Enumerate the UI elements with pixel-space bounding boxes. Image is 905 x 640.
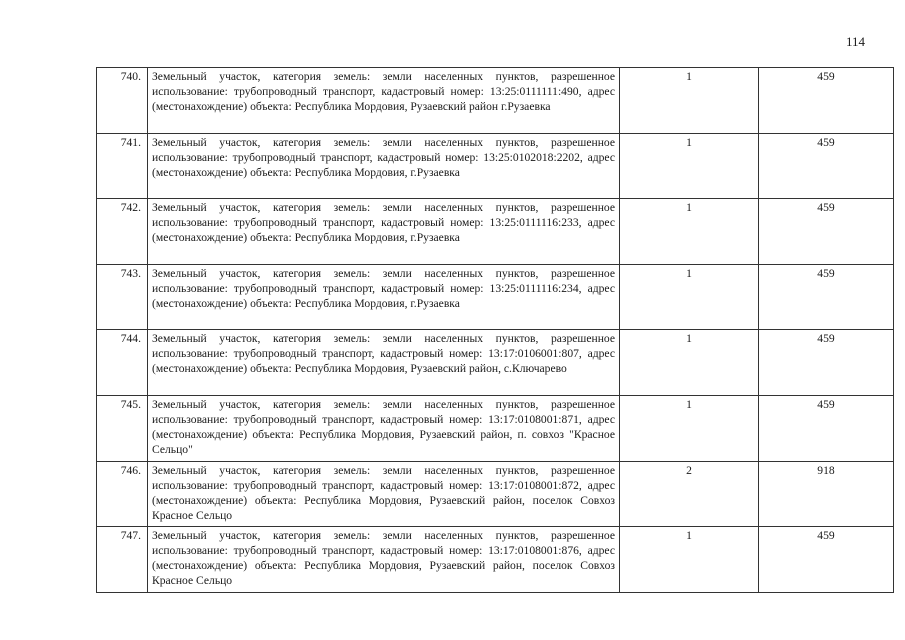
row-number: 743. (97, 264, 148, 330)
row-value: 918 (759, 461, 894, 527)
table-row (97, 264, 894, 330)
table-row (97, 199, 894, 265)
row-number: 740. (97, 68, 148, 134)
row-number: 746. (97, 461, 148, 527)
row-description: Земельный участок, категория земель: земли населенных пунктов, разрешенное использование: трубопроводный транспорт, кадастровый номер: 13:17:0108001:872, адрес (местонахождение) объекта: Республика Мордовия, Рузаевский район, поселок Совхоз Красное Сельцо (148, 461, 620, 527)
table-row (97, 461, 894, 527)
row-value: 459 (759, 133, 894, 199)
row-number: 741. (97, 133, 148, 199)
row-quantity: 2 (620, 461, 759, 527)
row-value: 459 (759, 527, 894, 593)
row-value: 459 (759, 395, 894, 461)
table-row (97, 68, 894, 134)
row-number: 747. (97, 527, 148, 593)
row-description: Земельный участок, категория земель: земли населенных пунктов, разрешенное использование: трубопроводный транспорт, кадастровый номер: 13:25:0102018:2202, адрес (местонахождение) объекта: Республика Мордовия, г.Рузаевка (148, 133, 620, 199)
row-description: Земельный участок, категория земель: земли населенных пунктов, разрешенное использование: трубопроводный транспорт, кадастровый номер: 13:25:0111111:490, адрес (местонахождение) объекта: Республика Мордовия, Рузаевский район г.Рузаевка (148, 68, 620, 134)
row-value: 459 (759, 199, 894, 265)
table-row (97, 330, 894, 396)
row-quantity: 1 (620, 199, 759, 265)
row-number: 744. (97, 330, 148, 396)
row-description: Земельный участок, категория земель: земли населенных пунктов, разрешенное использование: трубопроводный транспорт, кадастровый номер: 13:17:0108001:876, адрес (местонахождение) объекта: Республика Мордовия, Рузаевский район, поселок Совхоз Красное Сельцо (148, 527, 620, 593)
row-description: Земельный участок, категория земель: земли населенных пунктов, разрешенное использование: трубопроводный транспорт, кадастровый номер: 13:25:0111116:234, адрес (местонахождение) объекта: Республика Мордовия, г.Рузаевка (148, 264, 620, 330)
table-row (97, 133, 894, 199)
row-description: Земельный участок, категория земель: земли населенных пунктов, разрешенное использование: трубопроводный транспорт, кадастровый номер: 13:17:0106001:807, адрес (местонахождение) объекта: Республика Мордовия, Рузаевский район, с.Ключарево (148, 330, 620, 396)
row-value: 459 (759, 68, 894, 134)
row-number: 745. (97, 395, 148, 461)
row-value: 459 (759, 330, 894, 396)
row-description: Земельный участок, категория земель: земли населенных пунктов, разрешенное использование: трубопроводный транспорт, кадастровый номер: 13:17:0108001:871, адрес (местонахождение) объекта: Республика Мордовия, Рузаевский район, п. совхоз "Красное Сельцо" (148, 395, 620, 461)
row-quantity: 1 (620, 527, 759, 593)
row-number: 742. (97, 199, 148, 265)
table-row (97, 527, 894, 593)
table-row (97, 395, 894, 461)
property-table (96, 67, 894, 593)
row-quantity: 1 (620, 264, 759, 330)
page-number: 114 (845, 34, 865, 49)
row-quantity: 1 (620, 330, 759, 396)
row-value: 459 (759, 264, 894, 330)
row-quantity: 1 (620, 395, 759, 461)
row-quantity: 1 (620, 133, 759, 199)
row-quantity: 1 (620, 68, 759, 134)
row-description: Земельный участок, категория земель: земли населенных пунктов, разрешенное использование: трубопроводный транспорт, кадастровый номер: 13:25:0111116:233, адрес (местонахождение) объекта: Республика Мордовия, г.Рузаевка (148, 199, 620, 265)
